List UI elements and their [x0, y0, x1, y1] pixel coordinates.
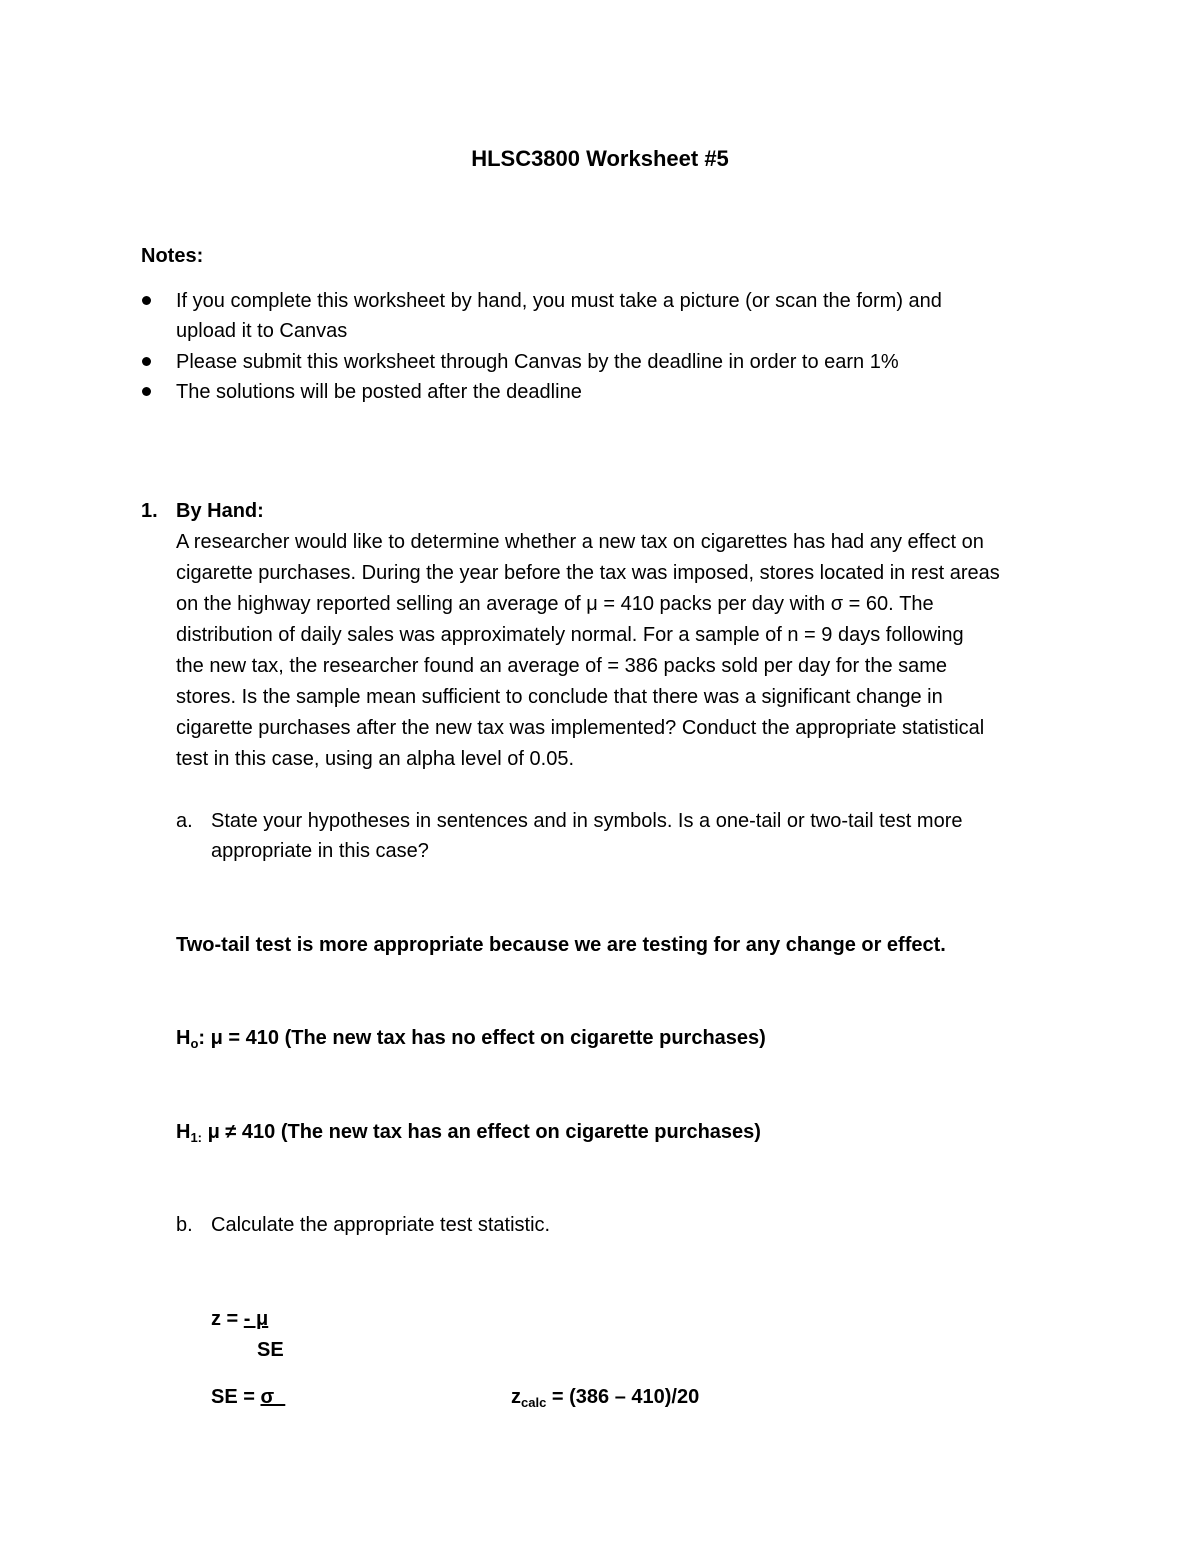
question-heading: By Hand: [176, 500, 264, 522]
notes-heading: Notes: [141, 245, 204, 267]
question-body-line: distribution of daily sales was approximately normal. For a sample of n = 9 days following [176, 624, 964, 646]
alternative-hypothesis: $H_{1:}$ μ ≠ 410 (The new tax has an effect on cigarette purchases) [176, 1121, 761, 1145]
question-body-line: cigarette purchases after the new tax was implemented? Conduct the appropriate statistical [176, 717, 985, 739]
bullet-icon [142, 357, 151, 366]
question-body-line: the new tax, the researcher found an average of = 386 packs sold per day for the same [176, 655, 948, 677]
se-formula: SE = σ [211, 1386, 286, 1408]
note-item-1-line-1: If you complete this worksheet by hand, you must take a picture (or scan the form) and [176, 290, 942, 312]
bullet-icon [142, 387, 151, 396]
question-body-line: on the highway reported selling an average of μ = 410 packs per day with σ = 60. The [176, 593, 934, 615]
bullet-icon [142, 296, 151, 305]
question-body-line: cigarette purchases. During the year before the tax was imposed, stores located in rest areas [176, 562, 1000, 584]
page-title: HLSC3800 Worksheet #5 [471, 146, 729, 171]
note-item-2: Please submit this worksheet through Canvas by the deadline in order to earn 1% [176, 351, 899, 373]
note-item-1-line-2: upload it to Canvas [176, 320, 348, 342]
part-b-prompt: Calculate the appropriate test statistic. [211, 1214, 551, 1236]
z-calc-formula: $z_{calc} = (386 - 410)/20$ [511, 1386, 700, 1410]
z-formula-numerator: z = - μ [211, 1308, 269, 1330]
part-a-label: a. [176, 810, 193, 832]
question-body-line: test in this case, using an alpha level of 0.05. [176, 748, 575, 770]
answer-a: Two-tail test is more appropriate because we are testing for any change or effect. [176, 934, 946, 956]
null-hypothesis: $H_o$: μ = 410 (The new tax has no effect on cigarette purchases) [176, 1027, 766, 1051]
question-body-line: stores. Is the sample mean sufficient to conclude that there was a significant change in [176, 686, 943, 708]
part-a-prompt-line-2: appropriate in this case? [211, 840, 429, 862]
question-body-line: A researcher would like to determine whether a new tax on cigarettes has had any effect on [176, 531, 984, 553]
part-b-label: b. [176, 1214, 193, 1236]
note-item-3: The solutions will be posted after the deadline [176, 381, 582, 403]
question-number: 1. [141, 500, 158, 522]
part-a-prompt-line-1: State your hypotheses in sentences and in symbols. Is a one-tail or two-tail test more [211, 810, 963, 832]
z-formula-denominator: SE [257, 1339, 284, 1361]
